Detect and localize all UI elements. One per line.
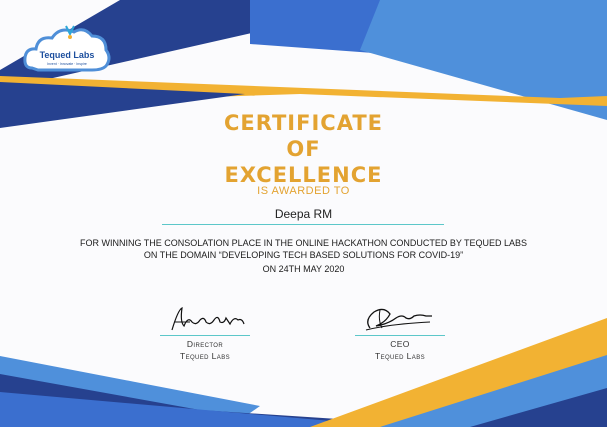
logo-name: Tequed Labs bbox=[39, 50, 95, 60]
tequed-labs-logo bbox=[22, 20, 112, 76]
director-org: Tequed Labs bbox=[179, 351, 231, 361]
award-reason-line-1: FOR WINNING THE CONSOLATION PLACE IN THE ONLINE HACKATHON CONDUCTED BY TEQUED LABS bbox=[79, 238, 528, 248]
award-reason-line-2: ON THE DOMAIN “DEVELOPING TECH BASED SOLUTIONS FOR COVID-19” bbox=[143, 250, 464, 260]
certificate-title-line-3: EXCELLENCE bbox=[224, 163, 383, 187]
director-role: Director bbox=[186, 339, 224, 349]
certificate-title-line-1: CERTIFICATE bbox=[224, 111, 383, 135]
ceo-org: Tequed Labs bbox=[374, 351, 426, 361]
ceo-role: CEO bbox=[390, 339, 410, 349]
logo-tagline: Invent · Innovate · Inspire bbox=[47, 62, 87, 66]
recipient-name: Deepa RM bbox=[274, 207, 333, 221]
director-signature-scribble bbox=[150, 296, 290, 344]
certificate-title-line-2: OF bbox=[286, 137, 321, 161]
ceo-signature-line bbox=[355, 335, 445, 336]
director-signature bbox=[150, 296, 290, 344]
award-reason-line-3: ON 24TH MAY 2020 bbox=[262, 264, 345, 274]
awarded-to-label: IS AWARDED TO bbox=[257, 185, 350, 197]
director-signature-line bbox=[160, 335, 250, 336]
cloud-icon bbox=[22, 20, 112, 76]
recipient-underline bbox=[162, 224, 444, 225]
